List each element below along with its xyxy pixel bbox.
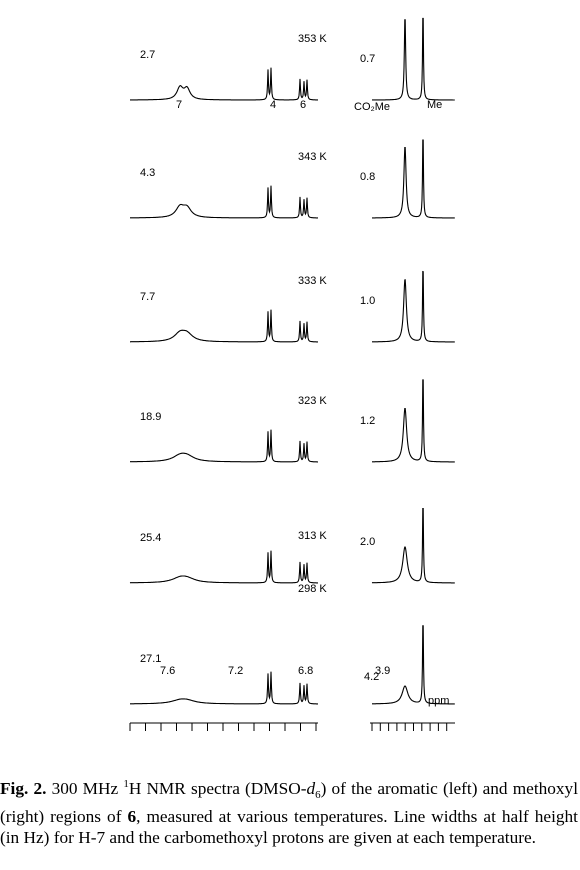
methoxyl-trace [372, 509, 455, 583]
caption-compound: 6 [127, 807, 137, 827]
co2me-linewidth: 2.0 [360, 536, 376, 548]
figure-caption [0, 774, 578, 848]
co2me-linewidth: 0.8 [360, 171, 376, 183]
caption-fig-label: Fig. 2. [0, 778, 47, 798]
co2me-linewidth: 1.2 [360, 415, 376, 427]
caption-italic-d: d [306, 778, 316, 798]
caption-text-3: ) of the aromatic (left) and methoxyl (right) regions of [0, 778, 578, 827]
temperature-label: 313 K [298, 530, 327, 542]
aromatic-trace [130, 310, 318, 342]
caption-sup-1: 1 [123, 778, 129, 790]
caption-text-4: , measured at various temperatures. Line widths at half height (in Hz) for H-7 and the carbomethoxyl protons are given at each temperature. [0, 807, 578, 848]
ppm-label-6-8: 6.8 [298, 665, 314, 677]
caption-sub-6: 6 [315, 789, 321, 802]
methoxyl-trace [372, 18, 455, 100]
h7-linewidth: 7.7 [140, 291, 156, 303]
right-axis [370, 723, 455, 731]
h7-linewidth: 27.1 [140, 653, 162, 665]
temperature-label: 323 K [298, 395, 327, 407]
temperature-label: 343 K [298, 151, 327, 163]
caption-paragraph [0, 774, 578, 848]
peak-label-co2me: CO₂Me [354, 101, 391, 113]
peak-label-h7: 7 [176, 99, 183, 111]
ppm-unit-label: ppm [428, 695, 450, 707]
h7-linewidth: 18.9 [140, 411, 162, 423]
methoxyl-trace [372, 380, 455, 462]
methoxyl-trace [372, 140, 455, 218]
peak-label-me: Me [427, 99, 443, 111]
row-labels [140, 33, 375, 665]
h7-linewidth: 4.3 [140, 167, 156, 179]
left-axis [130, 723, 318, 731]
peak-label-h6: 6 [300, 99, 307, 111]
spectra-layer [130, 18, 455, 704]
co2me-linewidth: 1.0 [360, 295, 376, 307]
caption-text-1: 300 MHz [46, 778, 124, 798]
aromatic-trace [130, 672, 318, 704]
ppm-label-3-9: 3.9 [375, 665, 391, 677]
temperature-label: 298 K [298, 583, 327, 595]
ppm-label-4-2: 4.2 [364, 671, 380, 683]
ppm-label-7-2: 7.2 [228, 665, 244, 677]
aromatic-trace [130, 551, 318, 583]
temperature-label: 353 K [298, 33, 327, 45]
peak-label-h4: 4 [270, 99, 277, 111]
temperature-label: 333 K [298, 275, 327, 287]
h7-linewidth: 2.7 [140, 49, 156, 61]
co2me-linewidth: 0.7 [360, 53, 376, 65]
aromatic-trace [130, 68, 318, 100]
ppm-label-7-6: 7.6 [160, 665, 176, 677]
caption-text-2: H NMR spectra (DMSO- [128, 778, 307, 798]
aromatic-trace [130, 430, 318, 462]
h7-linewidth: 25.4 [140, 532, 162, 544]
aromatic-trace [130, 186, 318, 218]
methoxyl-trace [372, 272, 455, 342]
